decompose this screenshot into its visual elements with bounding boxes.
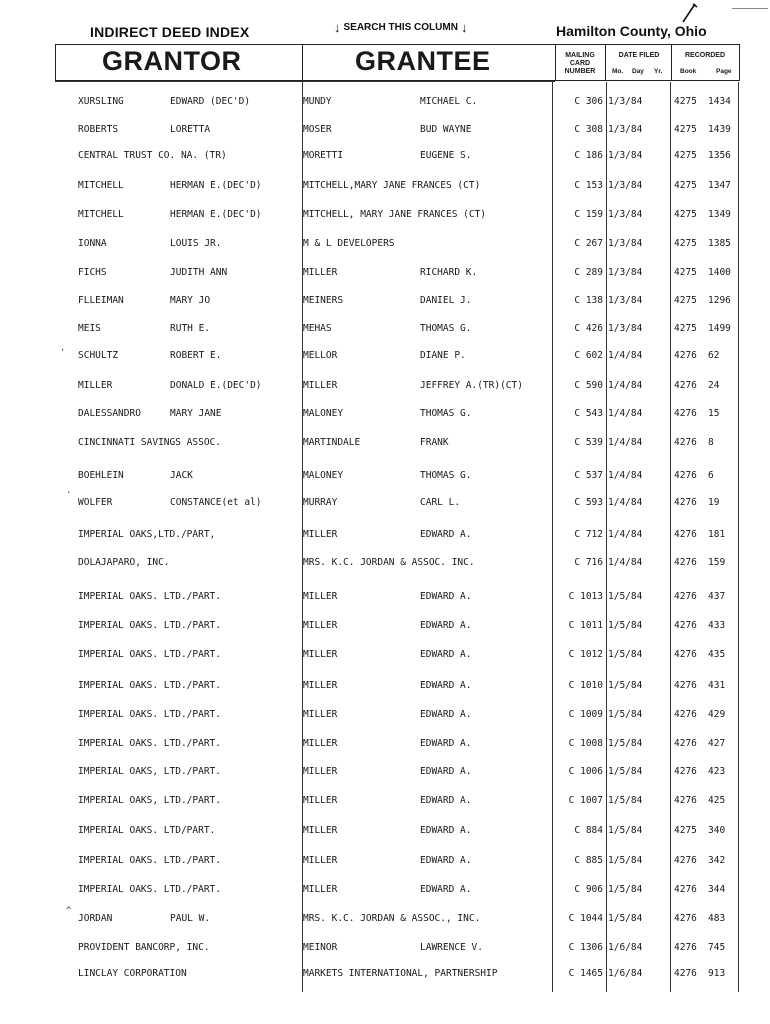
recorded-book: 4276	[674, 680, 697, 691]
recorded-book: 4276	[674, 884, 697, 895]
mailing-card-number: C 1013	[568, 591, 603, 602]
index-row	[0, 124, 770, 140]
index-row	[0, 295, 770, 311]
mailing-card-number: C 306	[574, 96, 603, 107]
recorded-book: 4276	[674, 913, 697, 924]
grantee-last-name: MILLER	[303, 380, 338, 391]
grantor-last-name: MITCHELL	[78, 180, 124, 191]
index-row	[0, 380, 770, 396]
recorded-page: 913	[708, 968, 726, 979]
mailing-card-number: C 590	[574, 380, 603, 391]
recorded-page: 159	[708, 557, 726, 568]
date-filed: 1/3/84	[608, 209, 643, 220]
grantor-heading: GRANTOR	[102, 46, 242, 76]
mailing-card-number: C 153	[574, 180, 603, 191]
recorded-page: 19	[708, 497, 720, 508]
index-row	[0, 209, 770, 225]
grantor-last-name: IMPERIAL OAKS. LTD./PART.	[78, 855, 221, 866]
grantor-last-name: IONNA	[78, 238, 107, 249]
grantee-first-name: EDWARD A.	[420, 620, 472, 631]
grantee-last-name: MILLER	[303, 591, 338, 602]
grantor-last-name: SCHULTZ	[78, 350, 119, 361]
index-row	[0, 96, 770, 112]
mailing-card-number: C 716	[574, 557, 603, 568]
date-filed: 1/5/84	[608, 649, 643, 660]
recorded-page: 483	[708, 913, 726, 924]
grantor-last-name: JORDAN	[78, 913, 113, 924]
recorded-book: 4275	[674, 124, 697, 135]
mailing-card-number: C 1465	[568, 968, 603, 979]
grantee-first-name: EDWARD A.	[420, 680, 472, 691]
stray-mark: '	[60, 348, 66, 358]
grantee-first-name: EUGENE S.	[420, 150, 472, 161]
grantor-first-name: EDWARD (DEC'D)	[170, 96, 251, 107]
grantee-last-name: MEINOR	[303, 942, 338, 953]
county-label: Hamilton County, Ohio	[556, 23, 707, 39]
recorded-book: 4275	[674, 209, 697, 220]
grantee-last-name: MILLER	[303, 649, 338, 660]
recorded-book: 4276	[674, 855, 697, 866]
index-row	[0, 470, 770, 486]
mailing-card-number: C 1006	[568, 766, 603, 777]
mailing-card-number: C 1007	[568, 795, 603, 806]
date-filed: 1/5/84	[608, 825, 643, 836]
recorded-page: 433	[708, 620, 726, 631]
index-row	[0, 942, 770, 958]
grantee-last-name: MILLER	[303, 709, 338, 720]
stray-mark: .	[66, 486, 72, 496]
recorded-page: 344	[708, 884, 726, 895]
index-row	[0, 795, 770, 811]
recorded-book: 4276	[674, 437, 697, 448]
date-filed: 1/6/84	[608, 968, 643, 979]
grantee-last-name: M & L DEVELOPERS	[303, 238, 395, 249]
recorded-book: 4276	[674, 649, 697, 660]
grantor-last-name: PROVIDENT BANCORP, INC.	[78, 942, 210, 953]
grantor-last-name: IMPERIAL OAKS. LTD./PART.	[78, 591, 221, 602]
recorded-page: 429	[708, 709, 726, 720]
recorded-page: 425	[708, 795, 726, 806]
grantor-last-name: IMPERIAL OAKS. LTD./PART.	[78, 709, 221, 720]
grantee-last-name: MILLER	[303, 766, 338, 777]
recorded-book: 4276	[674, 620, 697, 631]
search-note-label: SEARCH THIS COLUMN	[343, 22, 458, 33]
grantor-last-name: IMPERIAL OAKS. LTD/PART.	[78, 825, 216, 836]
month-subheading: Mo.	[612, 68, 624, 75]
header-underline	[55, 81, 555, 82]
grantor-last-name: IMPERIAL OAKS, LTD./PART.	[78, 766, 221, 777]
mailing-card-number: C 289	[574, 267, 603, 278]
index-row	[0, 968, 770, 984]
grantee-last-name: MARTINDALE	[303, 437, 361, 448]
date-filed: 1/4/84	[608, 350, 643, 361]
index-row	[0, 738, 770, 754]
grantor-first-name: ROBERT E.	[170, 350, 222, 361]
grantor-last-name: ROBERTS	[78, 124, 119, 135]
grantee-first-name: CARL L.	[420, 497, 461, 508]
date-filed: 1/5/84	[608, 884, 643, 895]
recorded-page: 6	[708, 470, 714, 481]
index-row	[0, 913, 770, 929]
index-row	[0, 591, 770, 607]
grantor-first-name: HERMAN E.(DEC'D)	[170, 209, 262, 220]
recorded-page: 435	[708, 649, 726, 660]
grantor-last-name: IMPERIAL OAKS. LTD./PART.	[78, 884, 221, 895]
grantee-first-name: EDWARD A.	[420, 649, 472, 660]
recorded-page: 745	[708, 942, 726, 953]
grantee-first-name: EDWARD A.	[420, 855, 472, 866]
date-filed: 1/5/84	[608, 620, 643, 631]
recorded-page: 1356	[708, 150, 731, 161]
date-filed: 1/6/84	[608, 942, 643, 953]
mailing-card-number: C 593	[574, 497, 603, 508]
grantee-last-name: MURRAY	[303, 497, 338, 508]
recorded-book: 4276	[674, 795, 697, 806]
date-filed: 1/4/84	[608, 470, 643, 481]
search-note	[334, 20, 467, 35]
recorded-book: 4276	[674, 766, 697, 777]
recorded-page: 1439	[708, 124, 731, 135]
recorded-book: 4276	[674, 968, 697, 979]
index-row	[0, 855, 770, 871]
grantee-last-name: MITCHELL,MARY JANE FRANCES (CT)	[303, 180, 481, 191]
grantee-first-name: EDWARD A.	[420, 591, 472, 602]
date-filed: 1/5/84	[608, 766, 643, 777]
grantee-last-name: MILLER	[303, 620, 338, 631]
grantee-last-name: MELLOR	[303, 350, 338, 361]
date-filed: 1/4/84	[608, 497, 643, 508]
grantee-last-name: MILLER	[303, 825, 338, 836]
grantee-first-name: EDWARD A.	[420, 529, 472, 540]
mailing-card-number: C 186	[574, 150, 603, 161]
mailing-card-number: C 543	[574, 408, 603, 419]
grantor-last-name: DALESSANDRO	[78, 408, 141, 419]
grantee-last-name: MORETTI	[303, 150, 344, 161]
grantee-last-name: MILLER	[303, 529, 338, 540]
grantee-first-name: FRANK	[420, 437, 449, 448]
recorded-book: 4275	[674, 238, 697, 249]
recorded-book: 4275	[674, 295, 697, 306]
grantor-last-name: IMPERIAL OAKS. LTD./PART.	[78, 649, 221, 660]
recorded-page: 1349	[708, 209, 731, 220]
top-rule	[732, 8, 768, 9]
recorded-page: 24	[708, 380, 720, 391]
grantor-last-name: IMPERIAL OAKS. LTD./PART.	[78, 620, 221, 631]
recorded-book: 4276	[674, 942, 697, 953]
recorded-page: 1499	[708, 323, 731, 334]
grantor-first-name: RUTH E.	[170, 323, 211, 334]
grantor-last-name: FICHS	[78, 267, 107, 278]
grantor-first-name: JUDITH ANN	[170, 267, 228, 278]
grantee-last-name: MILLER	[303, 680, 338, 691]
index-row	[0, 680, 770, 696]
grantor-last-name: XURSLING	[78, 96, 124, 107]
recorded-book: 4276	[674, 591, 697, 602]
grantee-last-name: MOSER	[303, 124, 332, 135]
recorded-page: 431	[708, 680, 726, 691]
grantor-last-name: DOLAJAPARO, INC.	[78, 557, 170, 568]
day-subheading: Day	[632, 68, 644, 75]
grantor-first-name: JACK	[170, 470, 193, 481]
grantee-last-name: MEHAS	[303, 323, 332, 334]
grantor-last-name: MEIS	[78, 323, 101, 334]
recorded-heading: RECORDED	[684, 52, 726, 59]
index-row	[0, 557, 770, 573]
mailing-card-number: C 1010	[568, 680, 603, 691]
mailing-card-number: C 1306	[568, 942, 603, 953]
grantor-first-name: LOUIS JR.	[170, 238, 222, 249]
stray-mark: ^	[66, 906, 72, 916]
grantee-last-name: MILLER	[303, 884, 338, 895]
date-filed: 1/4/84	[608, 557, 643, 568]
document-title: INDIRECT DEED INDEX	[90, 24, 250, 40]
mailing-card-number: C 138	[574, 295, 603, 306]
grantee-first-name: LAWRENCE V.	[420, 942, 483, 953]
mailing-card-number: C 1044	[568, 913, 603, 924]
book-subheading: Book	[680, 68, 697, 75]
index-row	[0, 180, 770, 196]
grantor-last-name: MITCHELL	[78, 209, 124, 220]
recorded-book: 4276	[674, 738, 697, 749]
date-filed: 1/3/84	[608, 238, 643, 249]
mailing-card-number: C 884	[574, 825, 603, 836]
grantee-first-name: THOMAS G.	[420, 323, 472, 334]
index-row	[0, 150, 770, 166]
date-filed-heading: DATE FILED	[618, 52, 660, 59]
index-row	[0, 709, 770, 725]
grantor-last-name: BOEHLEIN	[78, 470, 124, 481]
mailing-card-number: C 906	[574, 884, 603, 895]
grantee-first-name: DANIEL J.	[420, 295, 472, 306]
mailing-card-number: C 1008	[568, 738, 603, 749]
grantee-first-name: EDWARD A.	[420, 884, 472, 895]
grantee-first-name: BUD WAYNE	[420, 124, 472, 135]
date-filed: 1/4/84	[608, 408, 643, 419]
grantee-first-name: DIANE P.	[420, 350, 466, 361]
grantor-last-name: IMPERIAL OAKS, LTD./PART.	[78, 795, 221, 806]
index-row	[0, 350, 770, 366]
recorded-page: 1400	[708, 267, 731, 278]
date-filed: 1/5/84	[608, 738, 643, 749]
recorded-page: 423	[708, 766, 726, 777]
recorded-page: 342	[708, 855, 726, 866]
date-filed: 1/3/84	[608, 124, 643, 135]
mailing-card-number: C 1011	[568, 620, 603, 631]
grantor-last-name: IMPERIAL OAKS,LTD./PART,	[78, 529, 216, 540]
date-filed: 1/3/84	[608, 323, 643, 334]
recorded-page: 1434	[708, 96, 731, 107]
mailing-card-number: C 159	[574, 209, 603, 220]
date-filed: 1/4/84	[608, 529, 643, 540]
index-row	[0, 825, 770, 841]
grantor-last-name: CINCINNATI SAVINGS ASSOC.	[78, 437, 221, 448]
page-subheading: Page	[716, 68, 732, 75]
recorded-page: 8	[708, 437, 714, 448]
grantee-last-name: MALONEY	[303, 408, 344, 419]
date-filed: 1/4/84	[608, 437, 643, 448]
mailing-card-number: C 1012	[568, 649, 603, 660]
date-filed: 1/5/84	[608, 680, 643, 691]
recorded-page: 1347	[708, 180, 731, 191]
grantee-heading: GRANTEE	[355, 46, 491, 76]
recorded-book: 4275	[674, 825, 697, 836]
recorded-page: 340	[708, 825, 726, 836]
recorded-book: 4276	[674, 380, 697, 391]
grantor-last-name: CENTRAL TRUST CO. NA. (TR)	[78, 150, 227, 161]
year-subheading: Yr.	[654, 68, 663, 75]
mailing-card-number: C 426	[574, 323, 603, 334]
grantee-last-name: MILLER	[303, 738, 338, 749]
index-row	[0, 766, 770, 782]
mailing-card-number: C 602	[574, 350, 603, 361]
date-filed: 1/3/84	[608, 150, 643, 161]
index-row	[0, 529, 770, 545]
grantee-first-name: EDWARD A.	[420, 738, 472, 749]
date-filed: 1/5/84	[608, 709, 643, 720]
index-row	[0, 649, 770, 665]
grantee-first-name: RICHARD K.	[420, 267, 478, 278]
recorded-page: 62	[708, 350, 720, 361]
grantee-first-name: JEFFREY A.(TR)(CT)	[420, 380, 523, 391]
index-row	[0, 620, 770, 636]
grantor-last-name: MILLER	[78, 380, 113, 391]
recorded-page: 1385	[708, 238, 731, 249]
recorded-page: 181	[708, 529, 726, 540]
date-filed: 1/3/84	[608, 267, 643, 278]
mailing-card-number: C 539	[574, 437, 603, 448]
handwritten-slash-mark	[680, 2, 698, 24]
grantor-last-name: LINCLAY CORPORATION	[78, 968, 187, 979]
grantee-first-name: EDWARD A.	[420, 766, 472, 777]
index-row	[0, 408, 770, 424]
date-filed: 1/5/84	[608, 913, 643, 924]
grantee-last-name: MILLER	[303, 795, 338, 806]
recorded-page: 437	[708, 591, 726, 602]
recorded-book: 4275	[674, 96, 697, 107]
recorded-book: 4276	[674, 709, 697, 720]
date-filed: 1/3/84	[608, 180, 643, 191]
grantee-last-name: MRS. K.C. JORDAN & ASSOC. INC.	[303, 557, 475, 568]
mailing-card-number: C 267	[574, 238, 603, 249]
recorded-book: 4276	[674, 408, 697, 419]
date-filed: 1/5/84	[608, 591, 643, 602]
mailing-card-heading: MAILING CARD NUMBER	[564, 52, 596, 75]
date-filed: 1/5/84	[608, 795, 643, 806]
index-row	[0, 437, 770, 453]
recorded-book: 4276	[674, 350, 697, 361]
recorded-book: 4275	[674, 180, 697, 191]
grantor-last-name: IMPERIAL OAKS. LTD./PART.	[78, 738, 221, 749]
down-arrow-icon: ↓	[334, 20, 341, 35]
grantee-first-name: THOMAS G.	[420, 470, 472, 481]
date-filed: 1/3/84	[608, 96, 643, 107]
index-row	[0, 323, 770, 339]
grantee-last-name: MITCHELL, MARY JANE FRANCES (CT)	[303, 209, 487, 220]
recorded-book: 4275	[674, 150, 697, 161]
down-arrow-icon: ↓	[460, 20, 468, 35]
grantor-first-name: HERMAN E.(DEC'D)	[170, 180, 262, 191]
grantee-last-name: MALONEY	[303, 470, 344, 481]
grantee-last-name: MEINERS	[303, 295, 344, 306]
recorded-book: 4276	[674, 497, 697, 508]
recorded-book: 4276	[674, 557, 697, 568]
grantee-first-name: EDWARD A.	[420, 709, 472, 720]
grantor-first-name: MARY JO	[170, 295, 211, 306]
grantor-first-name: CONSTANCE(et al)	[170, 497, 262, 508]
recorded-page: 1296	[708, 295, 731, 306]
index-row	[0, 497, 770, 513]
grantor-last-name: IMPERIAL OAKS. LTD./PART.	[78, 680, 221, 691]
grantee-last-name: MILLER	[303, 855, 338, 866]
mailing-card-number: C 537	[574, 470, 603, 481]
date-filed: 1/3/84	[608, 295, 643, 306]
grantor-first-name: MARY JANE	[170, 408, 222, 419]
recorded-book: 4275	[674, 267, 697, 278]
grantee-first-name: MICHAEL C.	[420, 96, 478, 107]
mailing-card-number: C 712	[574, 529, 603, 540]
grantor-first-name: LORETTA	[170, 124, 211, 135]
grantor-last-name: WOLFER	[78, 497, 113, 508]
grantor-first-name: DONALD E.(DEC'D)	[170, 380, 262, 391]
grantee-last-name: MARKETS INTERNATIONAL, PARTNERSHIP	[303, 968, 498, 979]
index-row	[0, 238, 770, 254]
grantee-last-name: MUNDY	[303, 96, 332, 107]
recorded-book: 4276	[674, 470, 697, 481]
grantor-first-name: PAUL W.	[170, 913, 211, 924]
mailing-card-number: C 1009	[568, 709, 603, 720]
recorded-book: 4276	[674, 529, 697, 540]
mailing-card-number: C 885	[574, 855, 603, 866]
grantee-first-name: THOMAS G.	[420, 408, 472, 419]
index-row	[0, 267, 770, 283]
index-row	[0, 884, 770, 900]
grantee-first-name: EDWARD A.	[420, 795, 472, 806]
grantee-last-name: MRS. K.C. JORDAN & ASSOC., INC.	[303, 913, 481, 924]
grantor-last-name: FLLEIMAN	[78, 295, 124, 306]
recorded-page: 15	[708, 408, 720, 419]
grantee-last-name: MILLER	[303, 267, 338, 278]
recorded-book: 4275	[674, 323, 697, 334]
date-filed: 1/5/84	[608, 855, 643, 866]
mailing-card-number: C 308	[574, 124, 603, 135]
date-filed: 1/4/84	[608, 380, 643, 391]
grantee-first-name: EDWARD A.	[420, 825, 472, 836]
recorded-page: 427	[708, 738, 726, 749]
